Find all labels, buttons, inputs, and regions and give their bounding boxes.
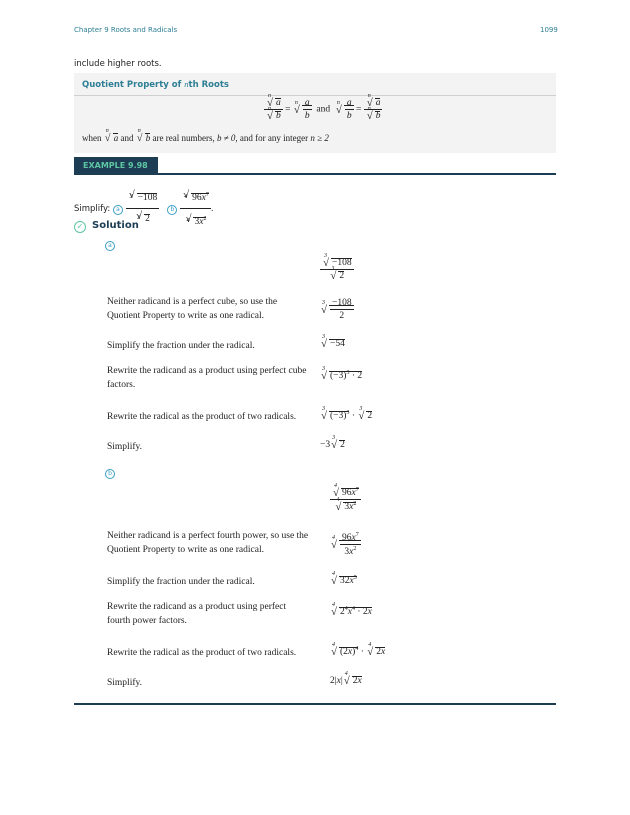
part-a-marker: a bbox=[113, 205, 123, 215]
step-text: Simplify. bbox=[107, 442, 143, 452]
step-text: Rewrite the radical as the product of two radicals. bbox=[107, 648, 297, 658]
check-circle-icon: ✓ bbox=[74, 221, 86, 233]
step-b-math: √ 4 $\frac{96x^7}{3x^2}$ bbox=[330, 532, 361, 557]
step-b-math: 2|x| √ 4 2x bbox=[330, 676, 362, 686]
step-b-math: √ 4 $32x^5$ bbox=[330, 575, 357, 586]
step-text: Simplify the fraction under the radical. bbox=[107, 577, 255, 587]
step-text: Neither radicand is a perfect fourth power, so use the Quotient Property to write as one radical. bbox=[107, 531, 309, 555]
step-a-math: √ 3 $\frac{-108}{2}$ bbox=[320, 298, 354, 321]
property-condition: when √ n a and √ n b are real numbers, b ≠ 0, and for any integer n ≥ 2 bbox=[82, 133, 329, 143]
step-b-math: √ 4 $96x^7$ √ 4 $3x^2$ bbox=[330, 487, 361, 512]
page-number: 1099 bbox=[540, 26, 558, 34]
intro-text: include higher roots. bbox=[74, 59, 162, 69]
chapter-title: Chapter 9 Roots and Radicals bbox=[74, 26, 178, 34]
example-prompt: Simplify: a √ 3 −108 √ 3 2 b √ 4 $96x^7$ √ 4 $3x^2$ . bbox=[74, 186, 214, 231]
step-text: Simplify the fraction under the radical. bbox=[107, 341, 255, 351]
step-a-math: √ 3 −54 bbox=[320, 339, 345, 349]
solution-b-marker: b bbox=[105, 469, 115, 479]
step-text: Rewrite the radicand as a product using perfect cube factors. bbox=[107, 366, 307, 390]
solution-title: Solution bbox=[92, 220, 139, 231]
property-formula: √ n a √ n b = √ n $\frac{a}{b}$ and √ n $\frac{a}{b}$ = √ n a √ n b bbox=[264, 98, 382, 121]
step-a-math: √ 3 −108 √ 3 2 bbox=[320, 258, 354, 281]
step-text: Rewrite the radical as the product of two radicals. bbox=[107, 412, 297, 422]
problem-b-math: √ 4 $96x^7$ √ 4 $3x^2$ bbox=[180, 204, 211, 214]
example-rule bbox=[158, 173, 556, 175]
quotient-property-box bbox=[74, 73, 556, 153]
step-b-math: √ 4 $(2x)^4$ · √ 4 2x bbox=[330, 646, 385, 657]
example-end-rule bbox=[74, 703, 556, 705]
solution-a-marker: a bbox=[105, 241, 115, 251]
step-text: Neither radicand is a perfect cube, so use the Quotient Property to write as one radical. bbox=[107, 297, 278, 321]
property-title: Quotient Property of nth Roots bbox=[82, 79, 229, 90]
problem-a-math: √ 3 −108 √ 3 2 bbox=[126, 204, 160, 214]
step-b-math: √ 4 $2^4x^4 \cdot 2x$ bbox=[330, 606, 372, 617]
step-a-math: √ 3 $(-3)^3 \cdot 2$ bbox=[320, 370, 362, 381]
box-divider bbox=[74, 95, 556, 96]
step-text: Simplify. bbox=[107, 678, 143, 688]
part-b-marker: b bbox=[167, 205, 177, 215]
example-label: EXAMPLE 9.98 bbox=[74, 157, 158, 175]
step-a-math: −3 √ 3 2 bbox=[320, 440, 345, 450]
step-a-math: √ 3 $(-3)^3$ · √ 3 2 bbox=[320, 410, 372, 421]
step-text: Rewrite the radicand as a product using perfect fourth power factors. bbox=[107, 602, 287, 626]
